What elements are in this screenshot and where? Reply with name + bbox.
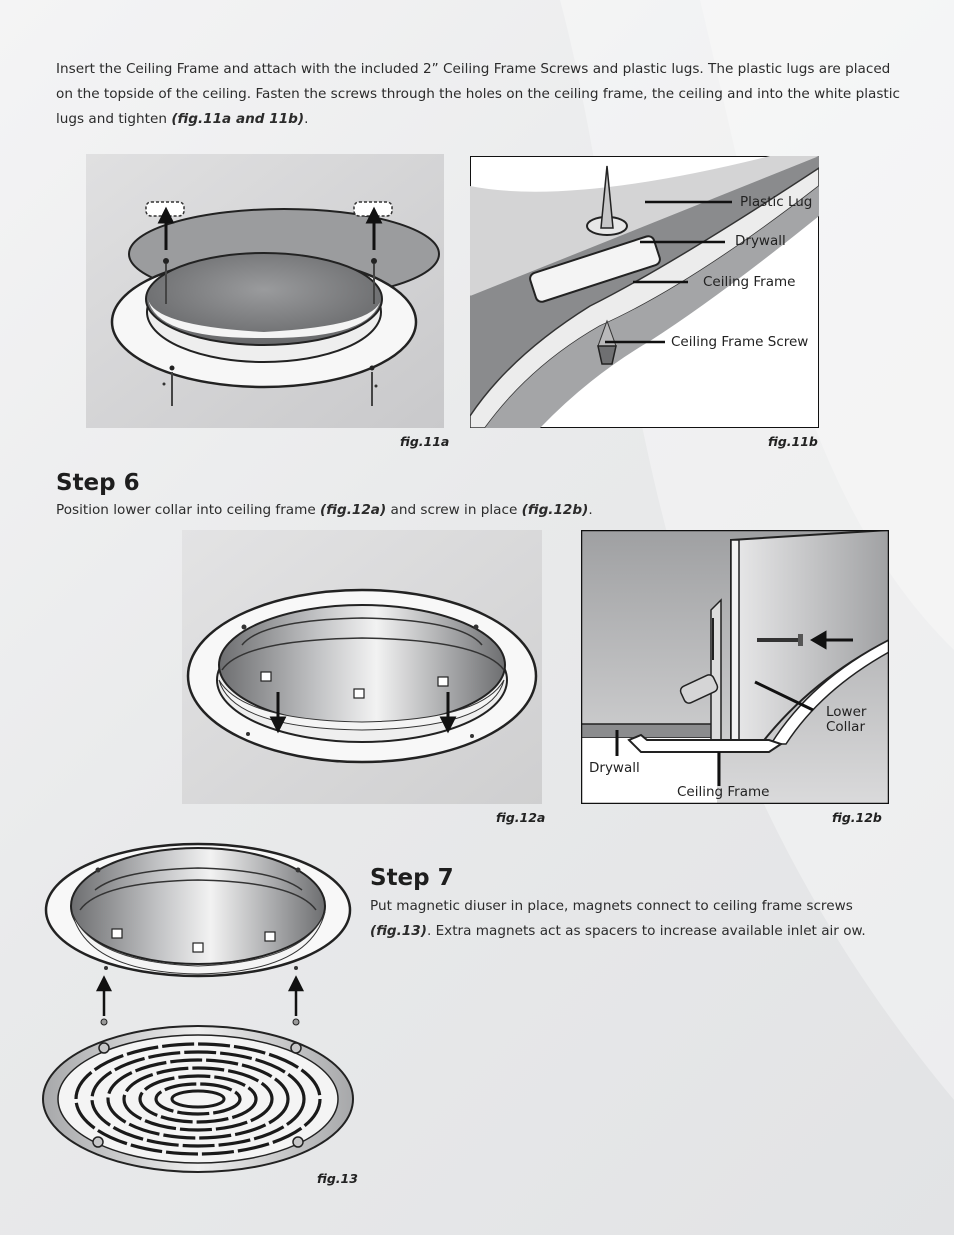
fig-12b-caption: fig.12b [832, 810, 882, 825]
intro-paragraph: Insert the Ceiling Frame and attach with the included 2” Ceiling Frame Screws and plastic lugs. The plastic lugs are placed on the topside of the ceiling. Fasten the screws through the holes on the ceiling frame, the ceiling and into the white plastic lugs and tighten (fig.11a and 11b). [56, 61, 900, 127]
fig-12a-illustration [182, 530, 542, 804]
label-ceiling-frame: Ceiling Frame [703, 274, 796, 290]
intro-figure-ref: (fig.11a and 11b) [171, 111, 305, 127]
fig-11a-caption: fig.11a [400, 434, 450, 449]
label-lower: Lower [826, 704, 867, 720]
step-6-paragraph: Position lower collar into ceiling frame (fig.12a) and screw in place (fig.12b). [56, 502, 593, 518]
fig-11b-illustration [470, 156, 819, 428]
step-6-heading: Step 6 [56, 470, 140, 496]
fig-11a-illustration [86, 154, 444, 428]
fig-13-illustration [40, 840, 360, 1175]
fig-11b-caption: fig.11b [768, 434, 818, 449]
label-drywall: Drywall [735, 233, 786, 249]
label-drywall-12b: Drywall [589, 760, 640, 776]
label-collar: Collar [826, 719, 866, 735]
fig-13-caption: fig.13 [317, 1171, 358, 1186]
fig-12a-caption: fig.12a [496, 810, 546, 825]
label-ceiling-frame-12b: Ceiling Frame [677, 784, 770, 800]
step-7-paragraph: Put magnetic diuser in place, magnets connect to ceiling frame screws (fig.13). Extra magnets act as spacers to increase available inlet air ow. [370, 898, 866, 939]
label-plastic-lug: Plastic Lug [740, 194, 813, 210]
label-ceiling-frame-screw: Ceiling Frame Screw [671, 334, 809, 350]
fig-12b-illustration [581, 530, 889, 804]
step-7-heading: Step 7 [370, 865, 454, 891]
